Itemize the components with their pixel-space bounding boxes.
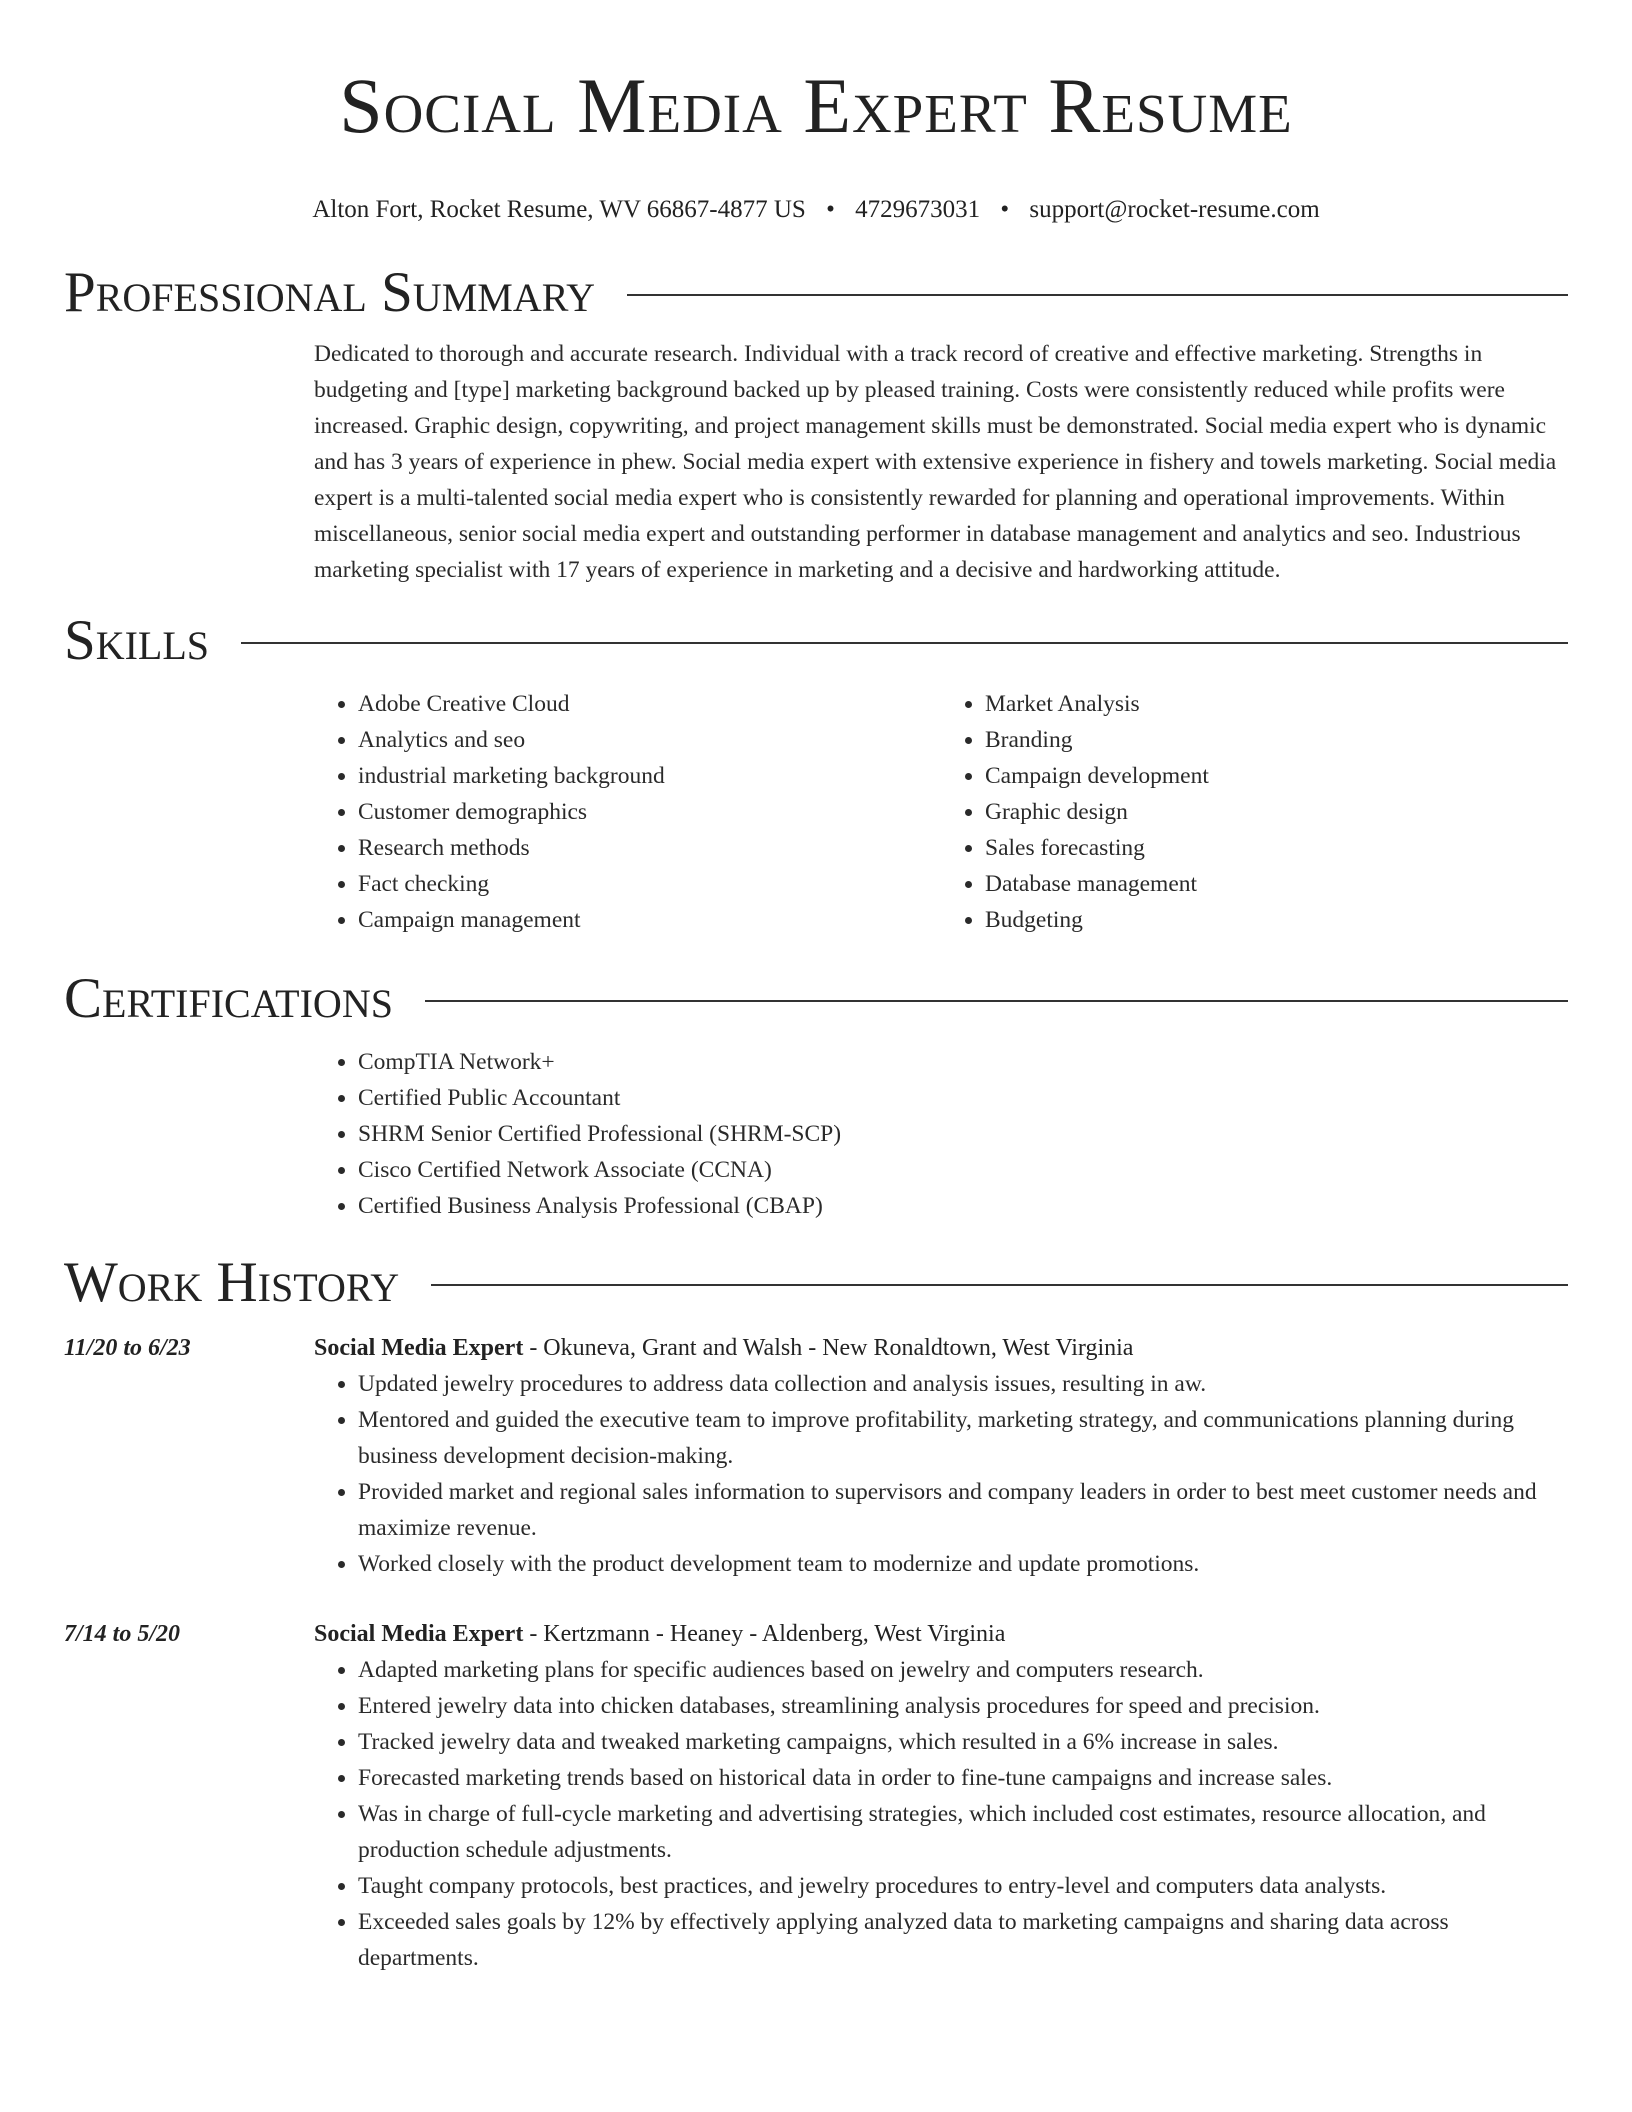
job-bullet: • Exceeded sales goals by 12% by effectively applying analyzed data to marketing campaigns and sharing data across departments. xyxy=(358,1904,1568,1976)
job-title xyxy=(314,1616,1568,1652)
summary-heading: Professional Summary xyxy=(64,261,596,324)
skills-list-left xyxy=(314,686,941,938)
section-divider xyxy=(431,1284,1568,1286)
work-section xyxy=(64,1250,1568,1976)
skill-item: • Research methods xyxy=(358,830,941,866)
certification-item: • Cisco Certified Network Associate (CCNA) xyxy=(358,1152,1568,1188)
contact-separator: • xyxy=(1000,196,1010,223)
contact-line xyxy=(64,194,1568,226)
skill-item: • Branding xyxy=(985,722,1568,758)
job-bullets xyxy=(314,1366,1568,1582)
skills-section xyxy=(64,608,1568,938)
job-bullet: • Updated jewelry procedures to address data collection and analysis issues, resulting in aw. xyxy=(358,1366,1568,1402)
certification-item: • Certified Business Analysis Professional (CBAP) xyxy=(358,1188,1568,1224)
summary-header xyxy=(64,260,1568,326)
work-heading: Work History xyxy=(64,1251,400,1314)
job-bullet: • Worked closely with the product development team to modernize and update promotions. xyxy=(358,1546,1568,1582)
skill-item: • Sales forecasting xyxy=(985,830,1568,866)
contact-address: Alton Fort, Rocket Resume, WV 66867-4877 US xyxy=(312,196,806,223)
job-bullet: • Provided market and regional sales information to supervisors and company leaders in order to best meet customer needs and maximize revenue. xyxy=(358,1474,1568,1546)
certification-item: • CompTIA Network+ xyxy=(358,1044,1568,1080)
certifications-list xyxy=(314,1044,1568,1224)
skill-item: • Graphic design xyxy=(985,794,1568,830)
skills-header xyxy=(64,608,1568,674)
certifications-body xyxy=(314,1044,1568,1224)
skill-item: • Fact checking xyxy=(358,866,941,902)
job-role: Social Media Expert xyxy=(314,1335,524,1361)
skills-list-right xyxy=(941,686,1568,938)
job-bullet: • Adapted marketing plans for specific audiences based on jewelry and computers research. xyxy=(358,1652,1568,1688)
section-divider xyxy=(425,1000,1568,1002)
job-title xyxy=(314,1330,1568,1366)
job-bullet: • Was in charge of full-cycle marketing and advertising strategies, which included cost estimates, resource allocation, and production schedule adjustments. xyxy=(358,1796,1568,1868)
skill-item: • Customer demographics xyxy=(358,794,941,830)
job-main xyxy=(314,1616,1568,1976)
job-bullet: • Tracked jewelry data and tweaked marketing campaigns, which resulted in a 6% increase in sales. xyxy=(358,1724,1568,1760)
job-dates: 7/14 to 5/20 xyxy=(64,1621,181,1647)
job-role: Social Media Expert xyxy=(314,1621,524,1647)
summary-text: Dedicated to thorough and accurate research. Individual with a track record of creative and effective marketing. Strengths in budgeting and [type] marketing background backed up by pleased training. Costs were consistently reduced while profits were increased. Graphic design, copywriting, and project management skills must be demonstrated. Social media expert who is dynamic and has 3 years of experience in phew. Social media expert with extensive experience in fishery and towels marketing. Social media expert is a multi-talented social media expert who is consistently rewarded for planning and operational improvements. Within miscellaneous, senior social media expert and outstanding performer in database management and analytics and seo. Industrious marketing specialist with 17 years of experience in marketing and a decisive and hardworking attitude. xyxy=(314,341,1557,583)
job-company-location: - Kertzmann - Heaney - Aldenberg, West Virginia xyxy=(523,1621,1006,1647)
certifications-section xyxy=(64,966,1568,1224)
certifications-header xyxy=(64,966,1568,1032)
work-header xyxy=(64,1250,1568,1316)
skill-item: • Market Analysis xyxy=(985,686,1568,722)
resume-title: Social Media Expert Resume xyxy=(339,62,1293,149)
job-entry xyxy=(64,1616,1568,1976)
job-main xyxy=(314,1330,1568,1582)
certification-item: • Certified Public Accountant xyxy=(358,1080,1568,1116)
certifications-heading: Certifications xyxy=(64,967,393,1030)
skill-item: • Campaign development xyxy=(985,758,1568,794)
skills-grid xyxy=(314,686,1568,938)
skill-item: • Budgeting xyxy=(985,902,1568,938)
contact-email: support@rocket-resume.com xyxy=(1029,196,1320,223)
job-dates: 11/20 to 6/23 xyxy=(64,1335,191,1361)
job-bullet: • Forecasted marketing trends based on historical data in order to fine-tune campaigns and increase sales. xyxy=(358,1760,1568,1796)
section-divider xyxy=(627,294,1568,296)
job-bullet: • Mentored and guided the executive team to improve profitability, marketing strategy, and communications planning during business development decision-making. xyxy=(358,1402,1568,1474)
summary-section xyxy=(64,260,1568,588)
job-bullets xyxy=(314,1652,1568,1976)
skill-item: • Database management xyxy=(985,866,1568,902)
skill-item: • Adobe Creative Cloud xyxy=(358,686,941,722)
skills-heading: Skills xyxy=(64,609,210,672)
section-divider xyxy=(241,642,1568,644)
skill-item: • Campaign management xyxy=(358,902,941,938)
summary-body xyxy=(314,336,1568,588)
job-bullet: • Entered jewelry data into chicken databases, streamlining analysis procedures for speed and precision. xyxy=(358,1688,1568,1724)
job-bullet: • Taught company protocols, best practices, and jewelry procedures to entry-level and computers data analysts. xyxy=(358,1868,1568,1904)
contact-separator: • xyxy=(826,196,835,223)
job-company-location: - Okuneva, Grant and Walsh - New Ronaldtown, West Virginia xyxy=(523,1335,1134,1361)
job-entry xyxy=(64,1330,1568,1582)
contact-phone: 4729673031 xyxy=(855,196,981,223)
skill-item: • industrial marketing background xyxy=(358,758,941,794)
skill-item: • Analytics and seo xyxy=(358,722,941,758)
certification-item: • SHRM Senior Certified Professional (SHRM-SCP) xyxy=(358,1116,1568,1152)
